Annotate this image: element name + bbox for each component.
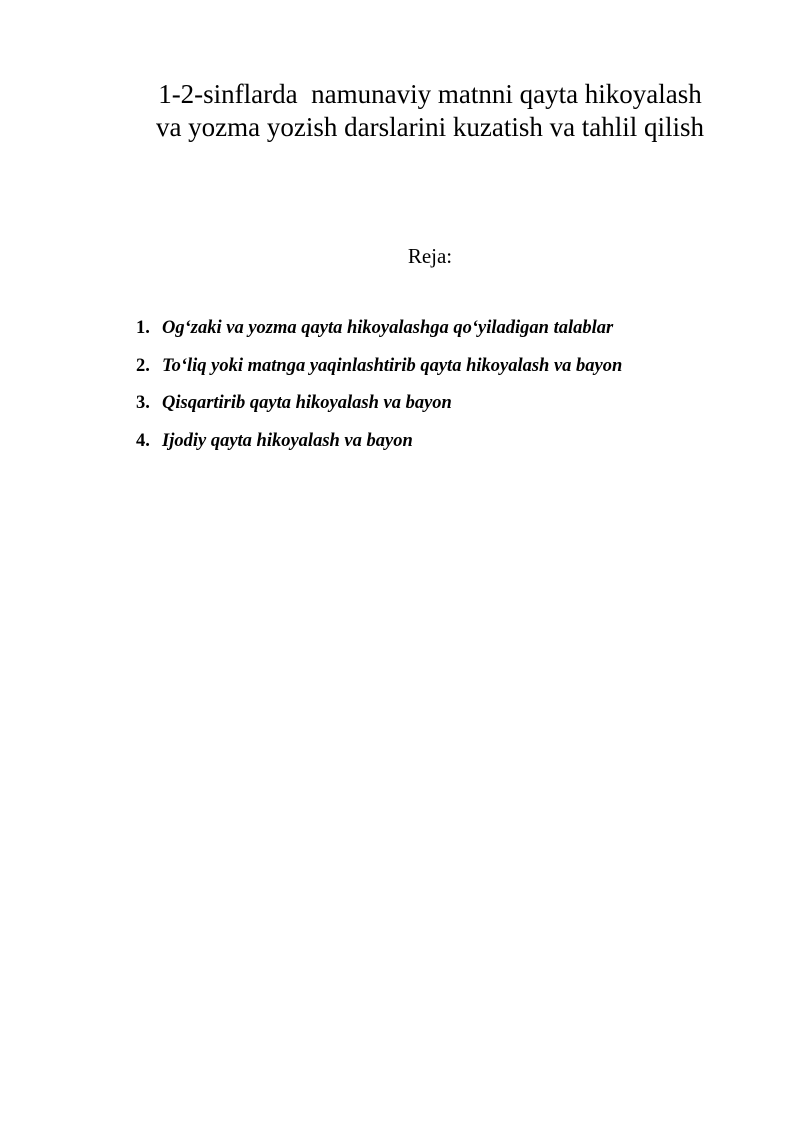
plan-item-text: Og‘zaki va yozma qayta hikoyalashga qo‘yiladigan talablar xyxy=(162,318,614,338)
title-line-1: 1-2-sinflarda namunaviy matnni qayta hikoyalash xyxy=(158,79,702,109)
document-title xyxy=(110,78,750,144)
plan-list xyxy=(136,316,776,466)
plan-item-number: 3. xyxy=(136,393,150,413)
plan-item-number: 2. xyxy=(136,355,150,376)
plan-item-3 xyxy=(136,391,776,429)
plan-item-text: To‘liq yoki matnga yaqinlashtirib qayta hikoyalash va bayon xyxy=(162,355,623,376)
plan-item-4 xyxy=(136,429,776,467)
title-line-2: va yozma yozish darslarini kuzatish va tahlil qilish xyxy=(155,112,705,142)
plan-item-number: 1. xyxy=(136,318,150,338)
plan-heading: Reja: xyxy=(407,244,453,268)
plan-item-1 xyxy=(136,316,776,354)
plan-item-number: 4. xyxy=(136,430,150,451)
plan-item-2 xyxy=(136,354,776,392)
plan-item-text: Ijodiy qayta hikoyalash va bayon xyxy=(162,430,413,451)
plan-item-text: Qisqartirib qayta hikoyalash va bayon xyxy=(162,393,452,413)
